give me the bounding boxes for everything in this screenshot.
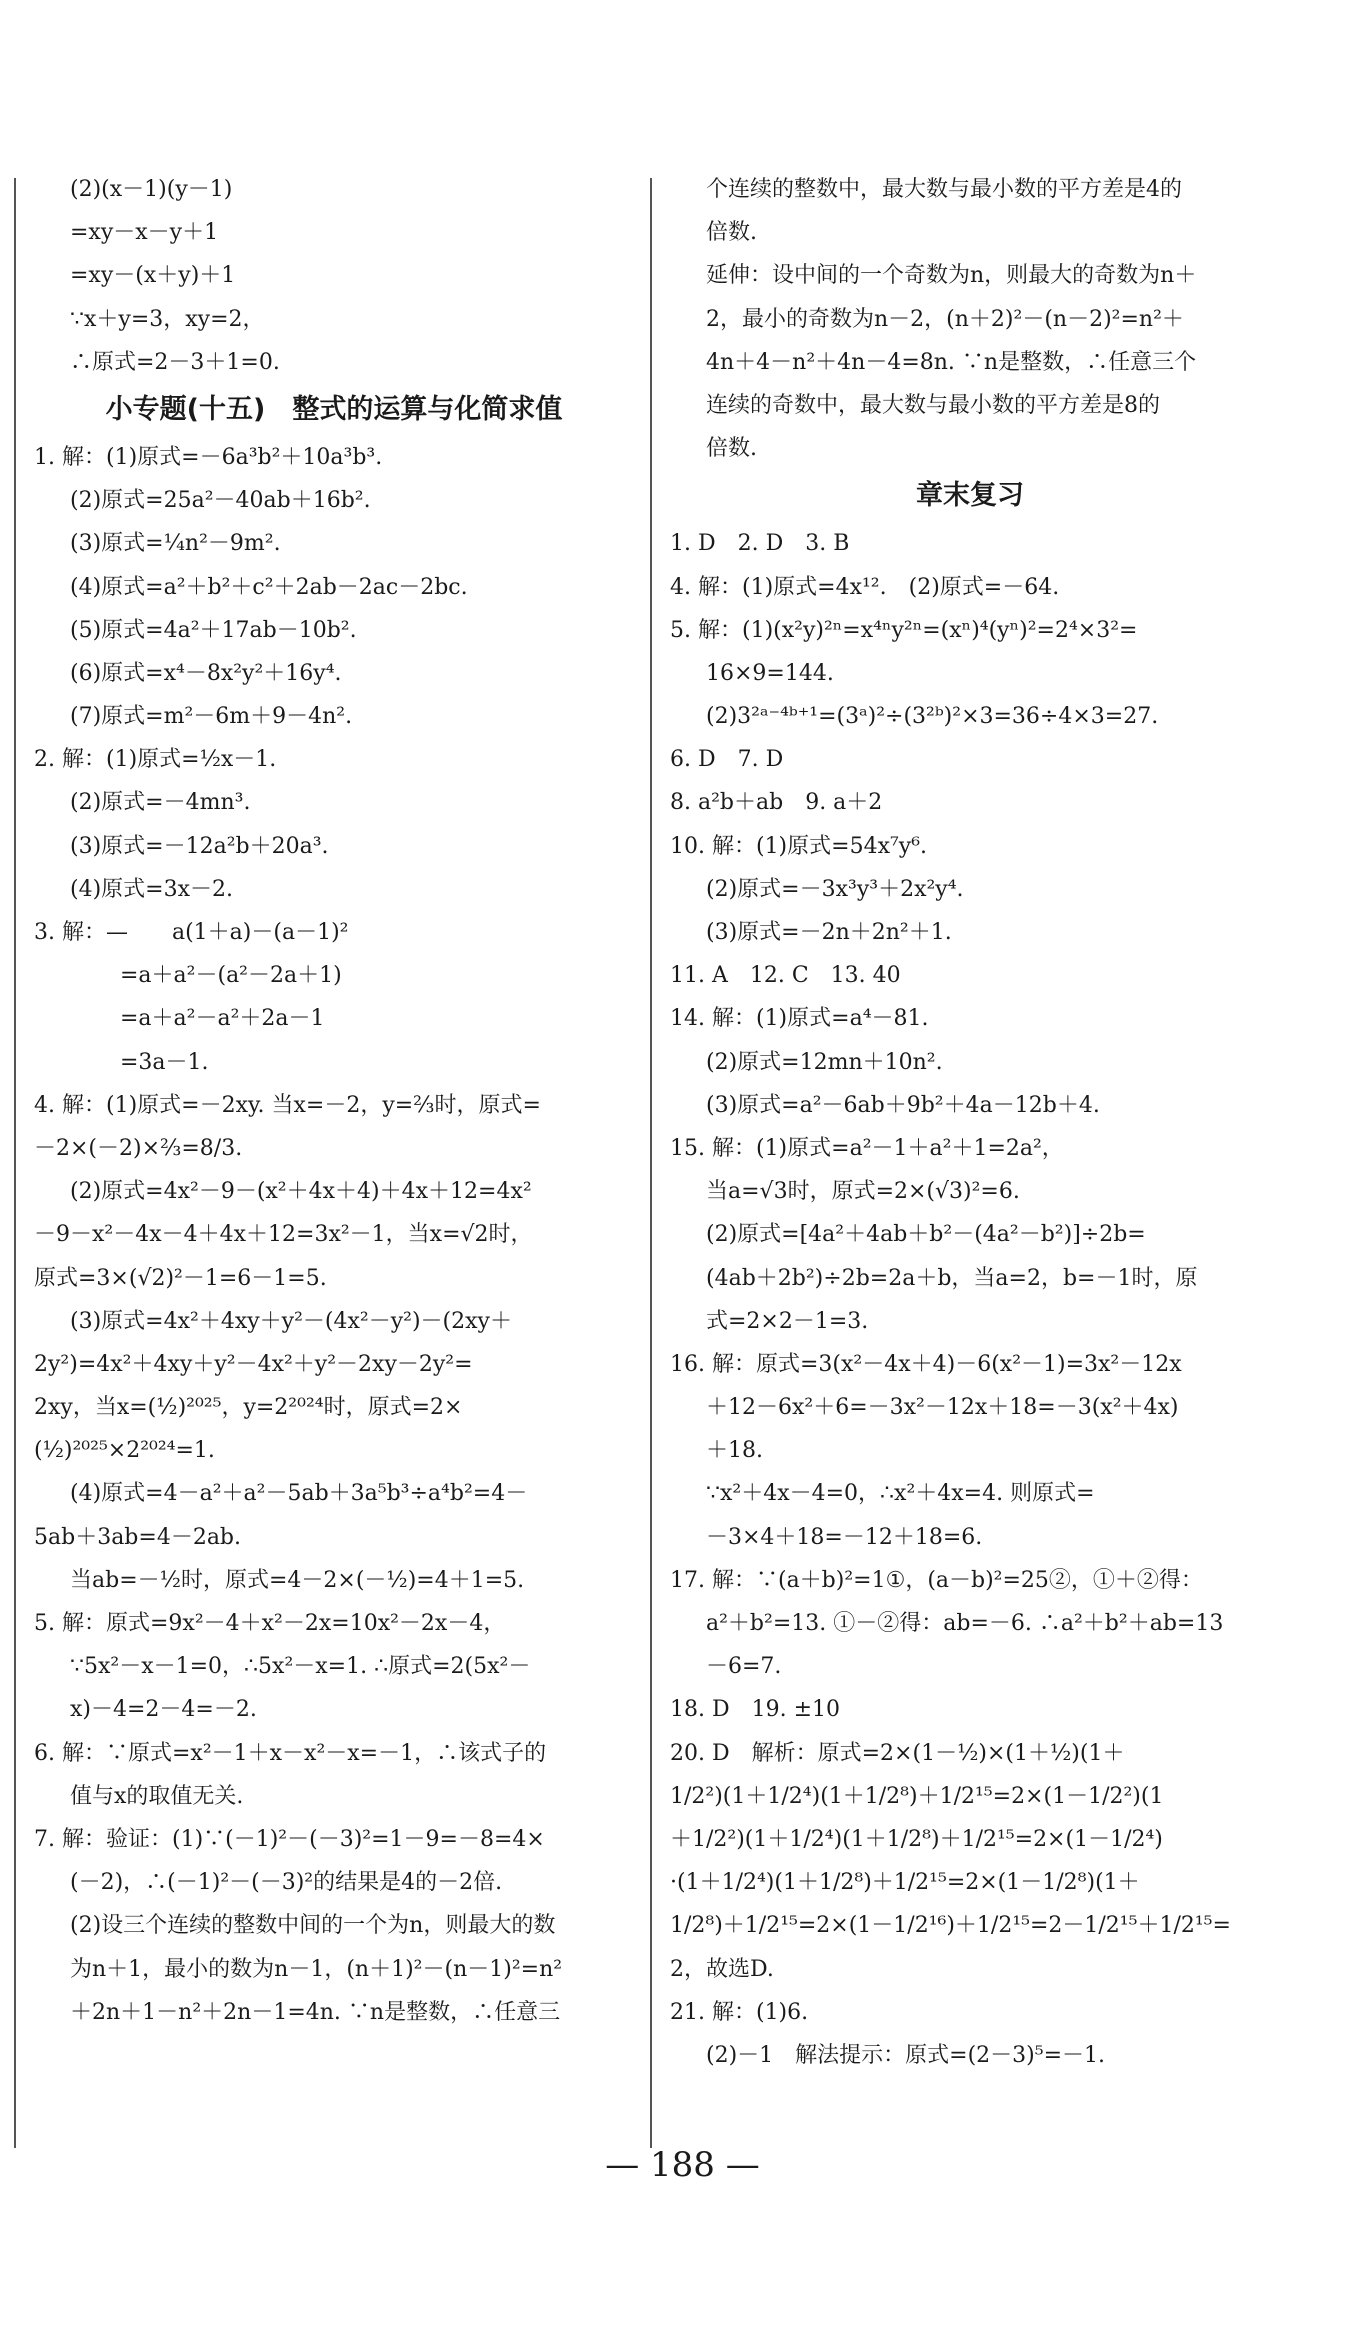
text-line: ＋12－6x²＋6=－3x²－12x＋18=－3(x²＋4x) <box>706 1395 1179 1421</box>
column-divider <box>650 178 652 2148</box>
text-line: 值与x的取值无关. <box>70 1783 244 1809</box>
text-line: 6. 解：∵原式=x²－1＋x－x²－x=－1，∴该式子的 <box>34 1740 547 1766</box>
text-line: 11. A 12. C 13. 40 <box>670 963 901 989</box>
text-line: 20. D 解析：原式=2×(1－½)×(1＋½)(1＋ <box>670 1740 1125 1766</box>
text-line: (2)(x－1)(y－1) <box>70 177 233 202</box>
text-line: －6=7. <box>706 1654 782 1680</box>
section-title: 小专题(十五) 整式的运算与化简求值 <box>105 393 563 425</box>
text-line: 个连续的整数中，最大数与最小数的平方差是4的 <box>706 177 1182 202</box>
text-line: 当ab=－½时，原式=4－2×(－½)=4＋1=5. <box>70 1567 525 1593</box>
text-line: 7. 解：验证：(1)∵(－1)²－(－3)²=1－9=－8=4× <box>34 1826 545 1852</box>
text-line: 3. 解：— a(1＋a)－(a－1)² <box>34 920 349 945</box>
text-line: 16×9=144. <box>706 660 834 686</box>
page-number: — 188 — <box>605 2145 760 2185</box>
text-line: (2)－1 解法提示：原式=(2－3)⁵=－1. <box>706 2042 1105 2068</box>
text-line: ＋18. <box>706 1438 763 1464</box>
text-line: (3)原式=¼n²－9m². <box>70 531 281 557</box>
text-line: 为n＋1，最小的数为n－1，(n＋1)²－(n－1)²=n² <box>70 1956 563 1982</box>
text-line: 2，故选D. <box>670 1956 774 1982</box>
text-line: 1/2⁸)＋1/2¹⁵=2×(1－1/2¹⁶)＋1/2¹⁵=2－1/2¹⁵＋1/2¹⁵= <box>670 1913 1231 1939</box>
text-line: (2)3²ᵃ⁻⁴ᵇ⁺¹=(3ᵃ)²÷(3²ᵇ)²×3=36÷4×3=27. <box>706 704 1159 730</box>
text-line: 17. 解：∵(a＋b)²=1①，(a－b)²=25②，①＋②得： <box>670 1567 1203 1593</box>
text-line: =a＋a²－a²＋2a－1 <box>120 1006 325 1032</box>
text-line: 21. 解：(1)6. <box>670 1999 809 2025</box>
section-title: 章末复习 <box>916 480 1024 512</box>
text-line: ＋2n＋1－n²＋2n－1=4n. ∵n是整数，∴任意三 <box>70 1999 561 2025</box>
text-line: 1. D 2. D 3. B <box>670 531 850 557</box>
text-line: 式=2×2－1=3. <box>706 1308 869 1334</box>
text-line: 当a=√3时，原式=2×(√3)²=6. <box>706 1179 1020 1205</box>
left-border-rule <box>14 178 16 2148</box>
text-line: 5. 解：原式=9x²－4＋x²－2x=10x²－2x－4， <box>34 1611 506 1636</box>
text-line: (3)原式=－2n＋2n²＋1. <box>706 920 952 945</box>
text-line: (4ab＋2b²)÷2b=2a＋b，当a=2，b=－1时，原 <box>706 1265 1198 1291</box>
text-line: (6)原式=x⁴－8x²y²＋16y⁴. <box>70 660 342 686</box>
text-line: 4. 解：(1)原式=4x¹². (2)原式=－64. <box>670 574 1060 600</box>
text-line: (－2)，∴(－1)²－(－3)²的结果是4的－2倍. <box>70 1870 503 1896</box>
text-line: =a＋a²－(a²－2a＋1) <box>120 963 342 989</box>
text-line: 2y²)=4x²＋4xy＋y²－4x²＋y²－2xy－2y²= <box>34 1351 473 1377</box>
text-line: －3×4＋18=－12＋18=6. <box>706 1524 983 1550</box>
text-line: 4. 解：(1)原式=－2xy. 当x=－2，y=⅔时，原式= <box>34 1092 541 1118</box>
text-line: (2)设三个连续的整数中间的一个为n，则最大的数 <box>70 1913 556 1939</box>
text-line: －2×(－2)×⅔=8/3. <box>34 1135 243 1161</box>
right-column <box>670 168 1270 2077</box>
text-line: －9－x²－4x－4＋4x＋12=3x²－1，当x=√2时， <box>34 1222 533 1248</box>
text-line: (3)原式=－12a²b＋20a³. <box>70 833 329 859</box>
text-line: =3a－1. <box>120 1049 209 1075</box>
text-line: (7)原式=m²－6m＋9－4n². <box>70 704 353 730</box>
text-line: (4)原式=3x－2. <box>70 876 233 902</box>
text-line: ∵x²＋4x－4=0，∴x²＋4x=4. 则原式= <box>706 1481 1095 1507</box>
text-line: 1. 解：(1)原式=－6a³b²＋10a³b³. <box>34 444 383 470</box>
text-line: =xy－(x＋y)＋1 <box>70 263 236 289</box>
text-line: 5. 解：(1)(x²y)²ⁿ=x⁴ⁿy²ⁿ=(xⁿ)⁴(yⁿ)²=2⁴×3²= <box>670 617 1138 643</box>
text-line: 倍数. <box>706 220 757 246</box>
text-line: ∵5x²－x－1=0，∴5x²－x=1. ∴原式=2(5x²－ <box>70 1654 531 1680</box>
text-line: (4)原式=a²＋b²＋c²＋2ab－2ac－2bc. <box>70 574 468 600</box>
text-line: (2)原式=－4mn³. <box>70 790 251 816</box>
left-column <box>34 168 634 2034</box>
text-line: 15. 解：(1)原式=a²－1＋a²＋1=2a²， <box>670 1135 1064 1161</box>
text-line: ·(1＋1/2⁴)(1＋1/2⁸)＋1/2¹⁵=2×(1－1/2⁸)(1＋ <box>670 1870 1140 1896</box>
text-line: 原式=3×(√2)²－1=6－1=5. <box>34 1265 327 1291</box>
text-line: (½)²⁰²⁵×2²⁰²⁴=1. <box>34 1438 215 1464</box>
text-line: 10. 解：(1)原式=54x⁷y⁶. <box>670 833 928 859</box>
text-line: 4n＋4－n²＋4n－4=8n. ∵n是整数，∴任意三个 <box>706 349 1197 375</box>
text-line: 连续的奇数中，最大数与最小数的平方差是8的 <box>706 392 1160 418</box>
text-line: (2)原式=[4a²＋4ab＋b²－(4a²－b²)]÷2b= <box>706 1222 1146 1248</box>
text-line: 2xy，当x=(½)²⁰²⁵，y=2²⁰²⁴时，原式=2× <box>34 1395 463 1421</box>
text-line: 6. D 7. D <box>670 747 784 773</box>
text-line: 5ab＋3ab=4－2ab. <box>34 1524 242 1550</box>
text-line: 倍数. <box>706 436 757 462</box>
text-line: (5)原式=4a²＋17ab－10b². <box>70 617 357 643</box>
text-line: ＋1/2²)(1＋1/2⁴)(1＋1/2⁸)＋1/2¹⁵=2×(1－1/2⁴) <box>670 1826 1163 1852</box>
text-line: ∵x＋y=3，xy=2， <box>70 306 265 332</box>
text-line: 8. a²b＋ab 9. a＋2 <box>670 790 883 816</box>
text-line: 18. D 19. ±10 <box>670 1697 841 1723</box>
text-line: (3)原式=4x²＋4xy＋y²－(4x²－y²)－(2xy＋ <box>70 1308 512 1334</box>
text-line: 延伸：设中间的一个奇数为n，则最大的奇数为n＋ <box>706 263 1197 289</box>
text-line: (2)原式=25a²－40ab＋16b². <box>70 488 371 514</box>
text-line: (2)原式=4x²－9－(x²＋4x＋4)＋4x＋12=4x² <box>70 1179 532 1205</box>
text-line: (3)原式=a²－6ab＋9b²＋4a－12b＋4. <box>706 1092 1100 1118</box>
text-line: 2，最小的奇数为n－2，(n＋2)²－(n－2)²=n²＋ <box>706 306 1184 332</box>
text-line: 14. 解：(1)原式=a⁴－81. <box>670 1006 929 1032</box>
text-line: (2)原式=－3x³y³＋2x²y⁴. <box>706 876 964 902</box>
text-line: (4)原式=4－a²＋a²－5ab＋3a⁵b³÷a⁴b²=4－ <box>70 1481 528 1507</box>
text-line: a²＋b²=13. ①－②得：ab=－6. ∴a²＋b²＋ab=13 <box>706 1611 1224 1636</box>
text-line: ∴原式=2－3＋1=0. <box>70 349 280 375</box>
text-line: 16. 解：原式=3(x²－4x＋4)－6(x²－1)=3x²－12x <box>670 1351 1182 1377</box>
text-line: =xy－x－y＋1 <box>70 220 219 246</box>
text-line: 1/2²)(1＋1/2⁴)(1＋1/2⁸)＋1/2¹⁵=2×(1－1/2²)(1 <box>670 1783 1164 1809</box>
text-line: 2. 解：(1)原式=½x－1. <box>34 747 277 773</box>
text-line: x)－4=2－4=－2. <box>70 1697 257 1723</box>
text-line: (2)原式=12mn＋10n². <box>706 1049 943 1075</box>
